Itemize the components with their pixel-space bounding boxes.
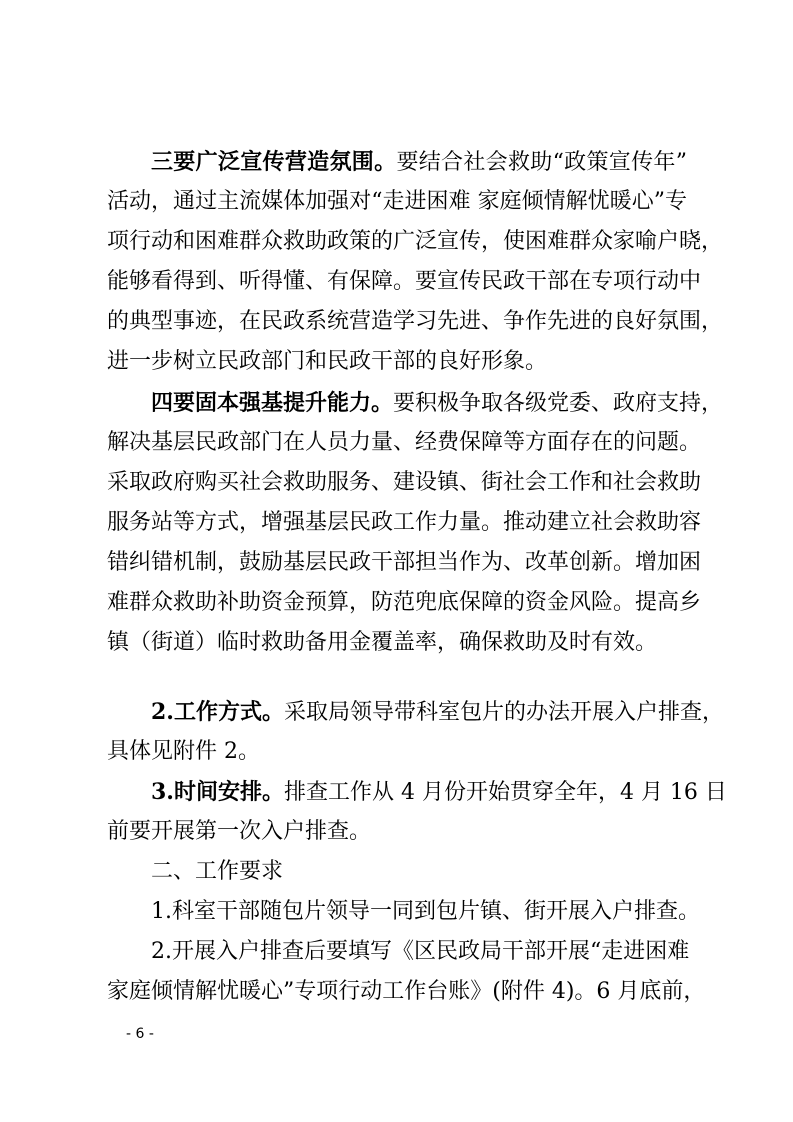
paragraph-1-line-5: 的典型事迹，在民政系统营造学习先进、争作先进的良好氛围， [107, 309, 724, 334]
requirement-item-2-line-2: 家庭倾情解忧暖心”专项行动工作台账》(附件 4)。6 月底前， [107, 979, 706, 1004]
paragraph-2-line-4: 服务站等方式，增强基层民政工作力量。推动建立社会救助容 [107, 510, 702, 535]
section-heading: 二、工作要求 [151, 859, 284, 884]
paragraph-2-text: 要积极争取各级党委、政府支持， [393, 391, 724, 416]
requirement-item-2-line-1: 2.开展入户排查后要填写《区民政局干部开展“走进困难 [151, 939, 690, 964]
paragraph-4-text: 排查工作从 4 月份开始贯穿全年，4 月 16 日 [283, 780, 727, 805]
paragraph-1-heading: 三要广泛宣传营造氛围。 [151, 149, 397, 175]
paragraph-3-line-2: 具体见附件 2。 [107, 739, 260, 764]
paragraph-2-line-1 [107, 383, 724, 423]
paragraph-4-line-2: 前要开展第一次入户排查。 [107, 819, 372, 844]
paragraph-3-heading: 2.工作方式。 [151, 699, 284, 725]
page-number: - 6 - [126, 1026, 154, 1042]
paragraph-1-line-3: 项行动和困难群众救助政策的广泛宣传，使困难群众家喻户晓， [107, 229, 724, 254]
paragraph-4-heading: 3.时间安排。 [151, 779, 284, 805]
paragraph-2-line-2: 解决基层民政部门在人员力量、经费保障等方面存在的问题。 [107, 430, 702, 455]
paragraph-1-text: 要结合社会救助“政策宣传年” [396, 150, 687, 175]
paragraph-1-line-2: 活动，通过主流媒体加强对“走进困难 家庭倾情解忧暖心”专 [107, 189, 687, 214]
paragraph-1-line-1 [107, 142, 687, 182]
paragraph-2-line-6: 难群众救助补助资金预算，防范兜底保障的资金风险。提高乡 [107, 590, 702, 615]
requirement-item-1: 1.科室干部随包片领导一同到包片镇、街开展入户排查。 [151, 899, 700, 924]
paragraph-2-line-5: 错纠错机制，鼓励基层民政干部担当作为、改革创新。增加困 [107, 550, 702, 575]
paragraph-2-line-7: 镇（街道）临时救助备用金覆盖率，确保救助及时有效。 [107, 630, 658, 655]
paragraph-4-line-1 [107, 772, 727, 812]
paragraph-1-line-6: 进一步树立民政部门和民政干部的良好形象。 [107, 349, 548, 374]
paragraph-2-line-3: 采取政府购买社会救助服务、建设镇、街社会工作和社会救助 [107, 470, 702, 495]
paragraph-1-line-4: 能够看得到、听得懂、有保障。要宣传民政干部在专项行动中 [107, 269, 702, 294]
paragraph-3-line-1 [107, 692, 724, 732]
paragraph-3-text: 采取局领导带科室包片的办法开展入户排查， [283, 700, 724, 725]
paragraph-2-heading: 四要固本强基提升能力。 [151, 390, 394, 416]
